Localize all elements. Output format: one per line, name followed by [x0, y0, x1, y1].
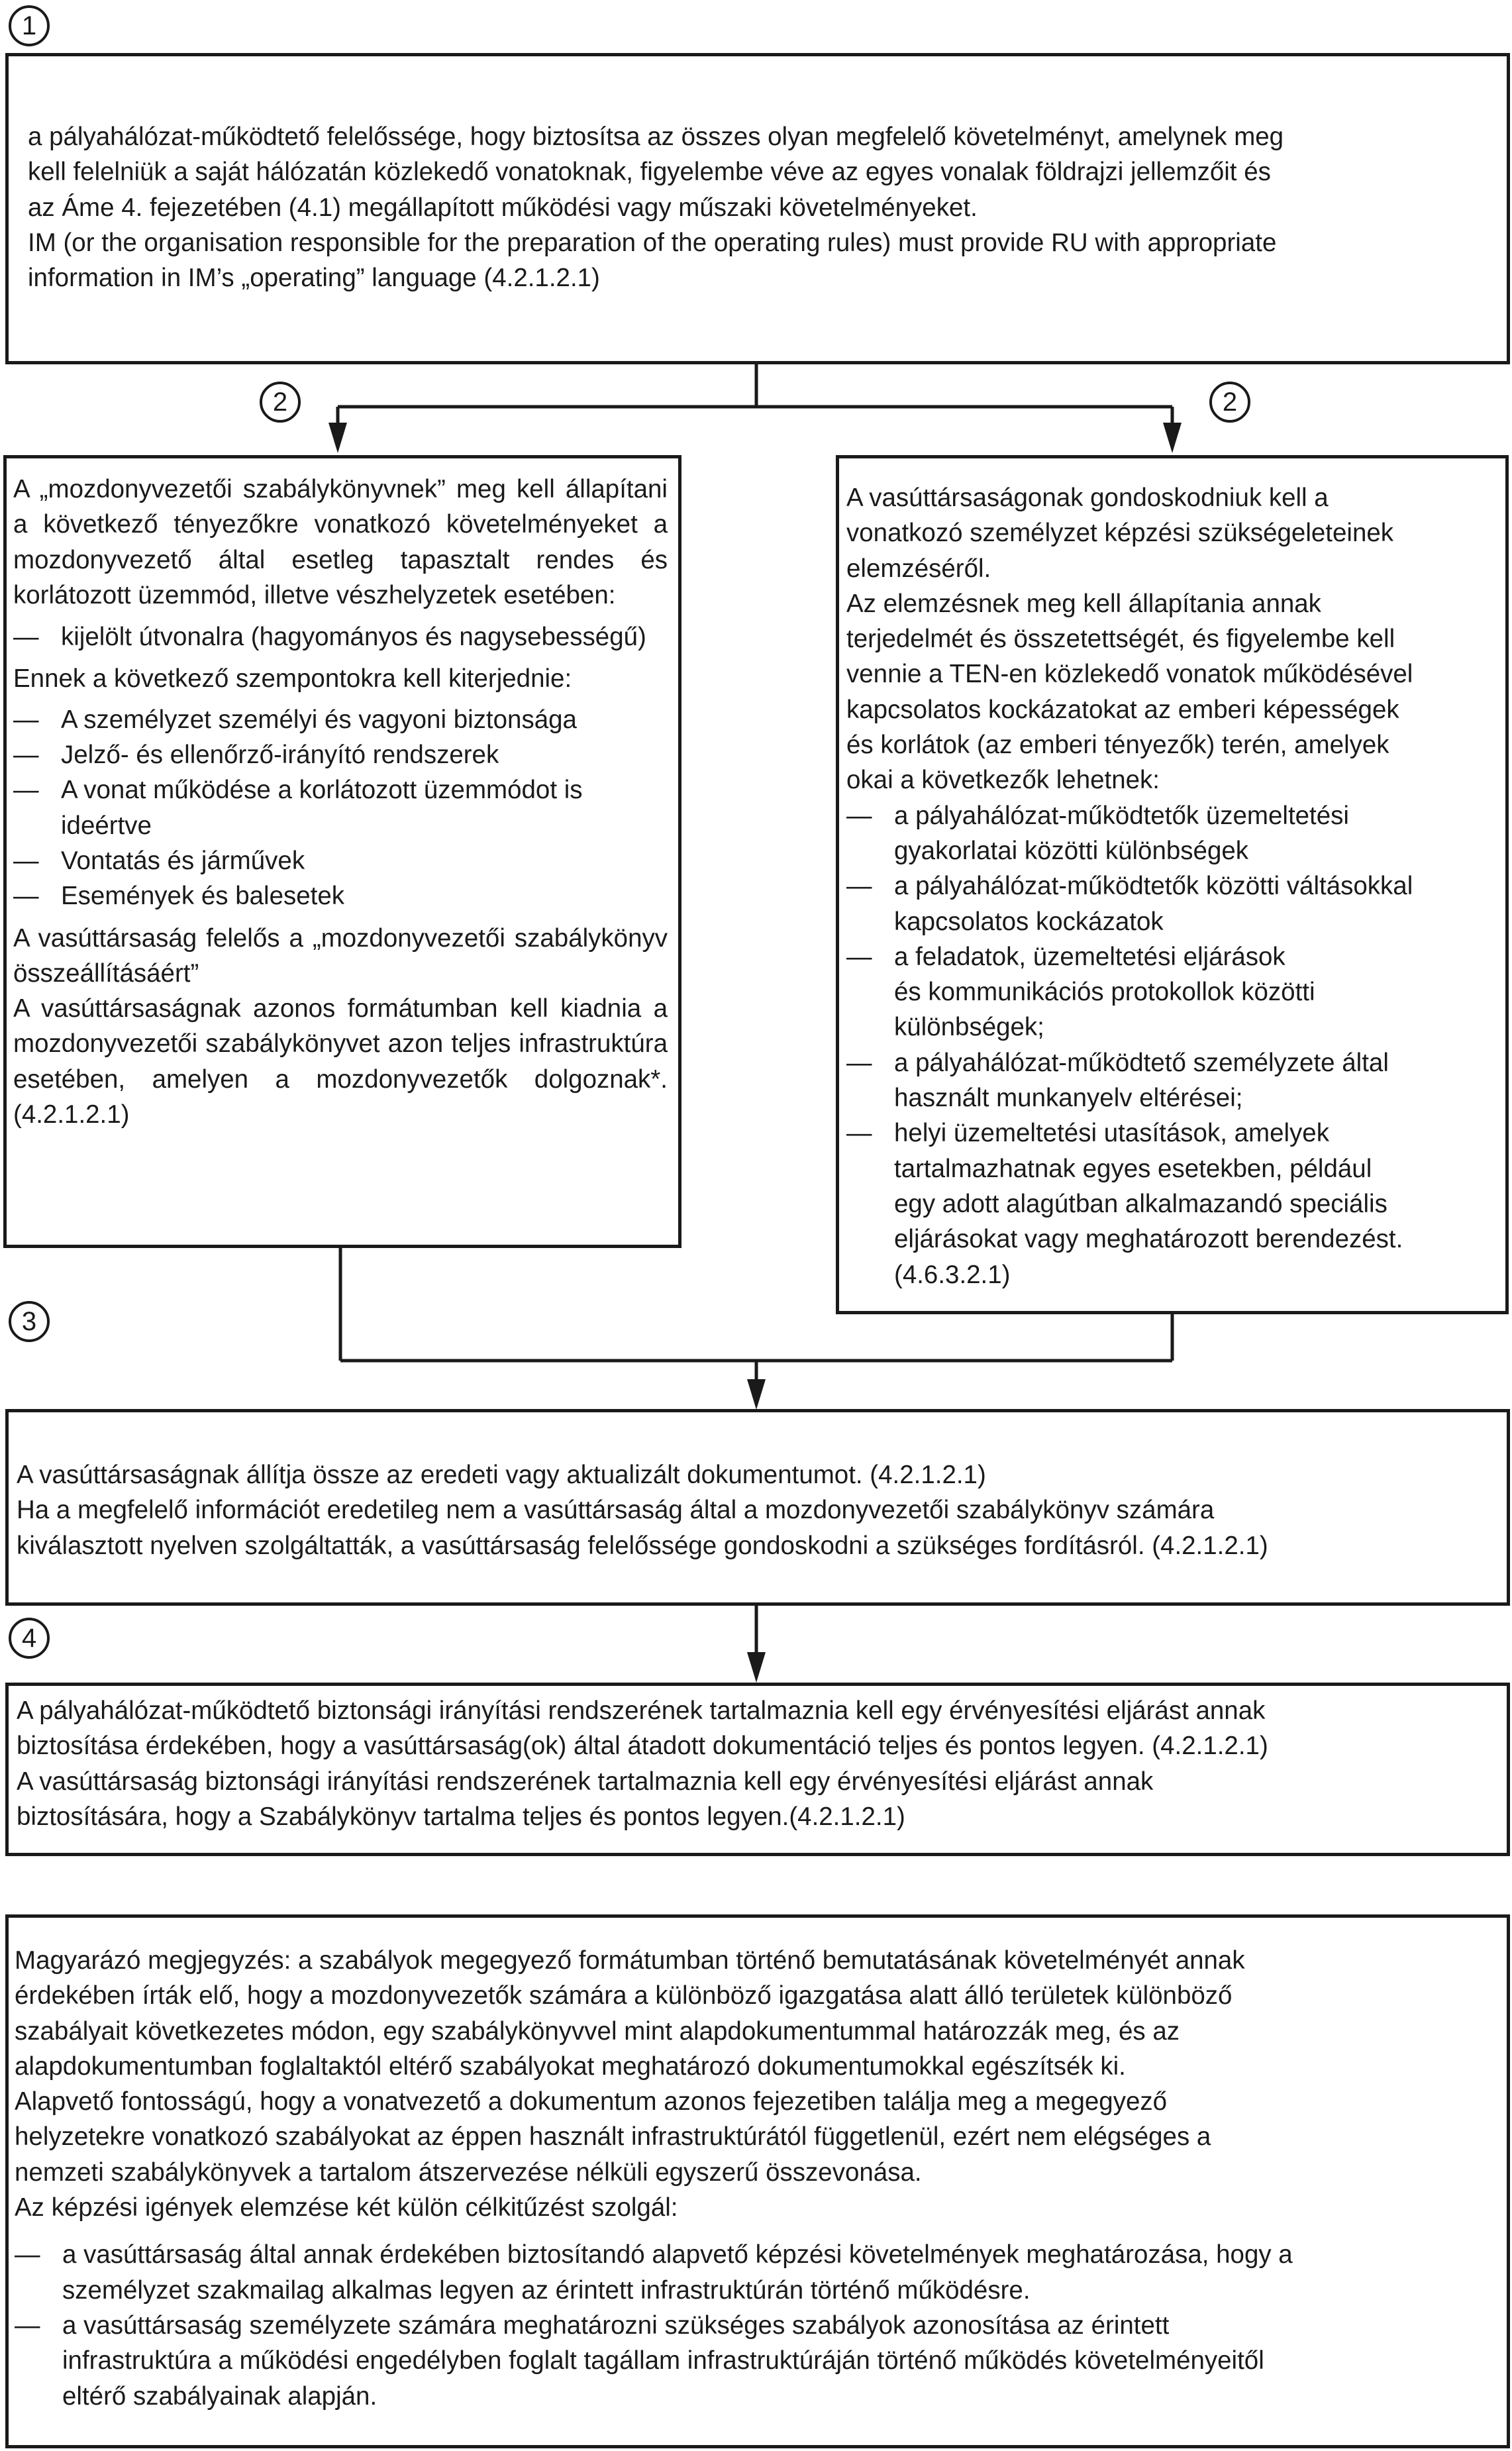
dash-bullet: — [13, 623, 39, 652]
box1-line: kell felelniük a saját hálózatán közlekedő vonatoknak, figyelembe véve az egyes vonalak földrajzi jellemzőit és [28, 158, 1271, 187]
scope-item: — Vontatás és járművek [13, 846, 305, 875]
training-line: Az elemzésnek meg kell állapítania annak [846, 589, 1321, 618]
training-line: elemzéséről. [846, 554, 991, 583]
route-item: — kijelölt útvonalra (hagyományos és nagysebességű) [13, 619, 668, 654]
note-item: — a vasúttársaság által annak érdekében biztosítandó alapvető képzési követelmények meghatározása, hogy a személyzet szakmailag alkalmas legyen az érintett infrastruktúrán történő működésre. [15, 2240, 1293, 2305]
box3-line: A vasúttársaságnak állítja össze az eredeti vagy aktualizált dokumentumot. (4.2.1.2.1) [17, 1461, 986, 1489]
training-line: terjedelmét és összetettségét, és figyelembe kell [846, 625, 1395, 654]
step-number-1: 1 [9, 5, 50, 46]
box-left-text [13, 472, 668, 1132]
box4-line: A pályahálózat-működtető biztonsági irányítási rendszerének tartalmaznia kell egy érvényesítési eljárást annak [17, 1696, 1266, 1725]
step-number-2-right: 2 [1209, 382, 1250, 423]
training-line: A vasúttársaságonak gondoskodniuk kell a [846, 484, 1329, 512]
training-line: okai a következők lehetnek: [846, 766, 1160, 795]
training-line: vennie a TEN-en közlekedő vonatok működésével [846, 660, 1413, 689]
note-line: szabályait következetes módon, egy szabálykönyvvel mint alapdokumentummal határozzák meg, és az [15, 2016, 1180, 2046]
training-line: kapcsolatos kockázatokat az emberi képességek [846, 695, 1399, 724]
note-line: alapdokumentumban foglaltaktól eltérő szabályokat meghatározó dokumentumokkal egészítsék ki. [15, 2052, 1126, 2081]
scope-item: — Események és balesetek [13, 882, 345, 911]
note-line: érdekében írták elő, hogy a mozdonyvezetők számára a különböző igazgatása alatt álló területek különböző [15, 1981, 1233, 2010]
box1-line: information in IM’s „operating” language (4.2.1.2.1) [28, 264, 600, 293]
box1-line: a pályahálózat-működtető felelőssége, hogy biztosítsa az összes olyan megfelelő követelményt, amelynek meg [28, 123, 1284, 151]
arrowhead-box3 [747, 1379, 766, 1410]
scope-heading: Ennek a következő szempontokra kell kiterjednie: [13, 664, 572, 694]
box1-line: az Áme 4. fejezetében (4.1) megállapított működési vagy műszaki követelményeket. [28, 193, 978, 222]
box3-line: kiválasztott nyelven szolgáltatták, a vasúttársaság felelőssége gondoskodni a szükséges fordításról. (4.2.1.2.1) [17, 1531, 1268, 1560]
arrowhead-box4 [747, 1652, 766, 1683]
scope-item: — A személyzet személyi és vagyoni biztonsága [13, 705, 577, 734]
box3-line: Ha a megfelelő információt eredetileg nem a vasúttársaság által a mozdonyvezetői szabálykönyv számára [17, 1496, 1215, 1525]
training-line: és korlátok (az emberi tényezők) terén, amelyek [846, 731, 1389, 760]
arrowhead-right [1163, 423, 1182, 453]
box4-line: biztosítása érdekében, hogy a vasúttársaság(ok) által átadott dokumentáció teljes és pontos legyen. (4.2.1.2.1) [17, 1732, 1268, 1761]
note-item: — a vasúttársaság személyzete számára meghatározni szükséges szabályok azonosítása az érintett infrastruktúra a működési engedélyben foglalt tagállam infrastruktúráján történő működés követelményeitől eltérő szabályainak alapján. [15, 2311, 1264, 2411]
risk-item: — helyi üzemeltetési utasítások, amelyek tartalmazhatnak egyes esetekben, például egy adott alagútban alkalmazandó speciális eljárásokat vagy meghatározott berendezést. (4.6.3.2.1) [846, 1119, 1403, 1289]
note-line: helyzetekre vonatkozó szabályokat az éppen használt infrastruktúrától függetlenül, ezért nem elégséges a [15, 2122, 1211, 2152]
step-number-2-left: 2 [260, 382, 301, 423]
box3-text [17, 1457, 1500, 1563]
note-line: Magyarázó megjegyzés: a szabályok megegyező formátumban történő bemutatásának követelményét annak [15, 1946, 1245, 1975]
note-line: nemzeti szabálykönyvek a tartalom átszervezése nélküli egyszerű összevonása. [15, 2158, 922, 2187]
training-line: vonatkozó személyzet képzési szükségeleteinek [846, 519, 1394, 548]
risk-item: — a pályahálózat-működtetők közötti váltásokkal kapcsolatos kockázatok [846, 872, 1413, 936]
box4-line: A vasúttársaság biztonsági irányítási rendszerének tartalmaznia kell egy érvényesítési eljárást annak [17, 1767, 1154, 1796]
box1-line: IM (or the organisation responsible for the preparation of the operating rules) must provide RU with appropriate [28, 228, 1277, 257]
step-number-4: 4 [9, 1618, 50, 1659]
box4-text [17, 1693, 1500, 1834]
risk-item: — a pályahálózat-működtetők üzemeltetési gyakorlatai közötti különbségek [846, 801, 1349, 865]
responsibility-text: A vasúttársaság felelős a „mozdonyvezetői szabálykönyv összeállításáért” [13, 923, 668, 988]
format-text: A vasúttársaságnak azonos formátumban kell kiadnia a mozdonyvezetői szabálykönyvet azon teljes infrastruktúra esetében, amelyen a mozdonyvezetők dolgoznak*. (4.2.1.2.1) [13, 994, 668, 1129]
box4-line: biztosítására, hogy a Szabálykönyv tartalma teljes és pontos legyen.(4.2.1.2.1) [17, 1802, 905, 1831]
box1-text [28, 119, 1498, 295]
note-line: Alapvető fontosságú, hogy a vonatvezető a dokumentum azonos fejezetiben találja meg a megegyező [15, 2087, 1168, 2116]
arrowhead-left [328, 423, 347, 453]
box-right-text [846, 480, 1502, 1292]
risk-item: — a feladatok, üzemeltetési eljárások és kommunikációs protokollok közötti különbségek; [846, 942, 1315, 1042]
step-number-3: 3 [9, 1301, 50, 1342]
scope-item: — A vonat működése a korlátozott üzemmódot is ideértve [13, 776, 583, 840]
scope-item: — Jelző- és ellenőrző-irányító rendszerek [13, 741, 499, 770]
note-text [15, 1943, 1498, 2414]
note-line: Az képzési igények elemzése két külön célkitűzést szolgál: [15, 2193, 678, 2222]
rulebook-intro: A „mozdonyvezetői szabálykönyvnek” meg kell állapítani a következő tényezőkre vonatkozó követelményeket a mozdonyvezető által esetleg tapasztalt rendes és korlátozott üzemmód, illetve vészhelyzetek esetében: [13, 475, 668, 609]
risk-item: — a pályahálózat-működtető személyzete által használt munkanyelv eltérései; [846, 1048, 1389, 1113]
